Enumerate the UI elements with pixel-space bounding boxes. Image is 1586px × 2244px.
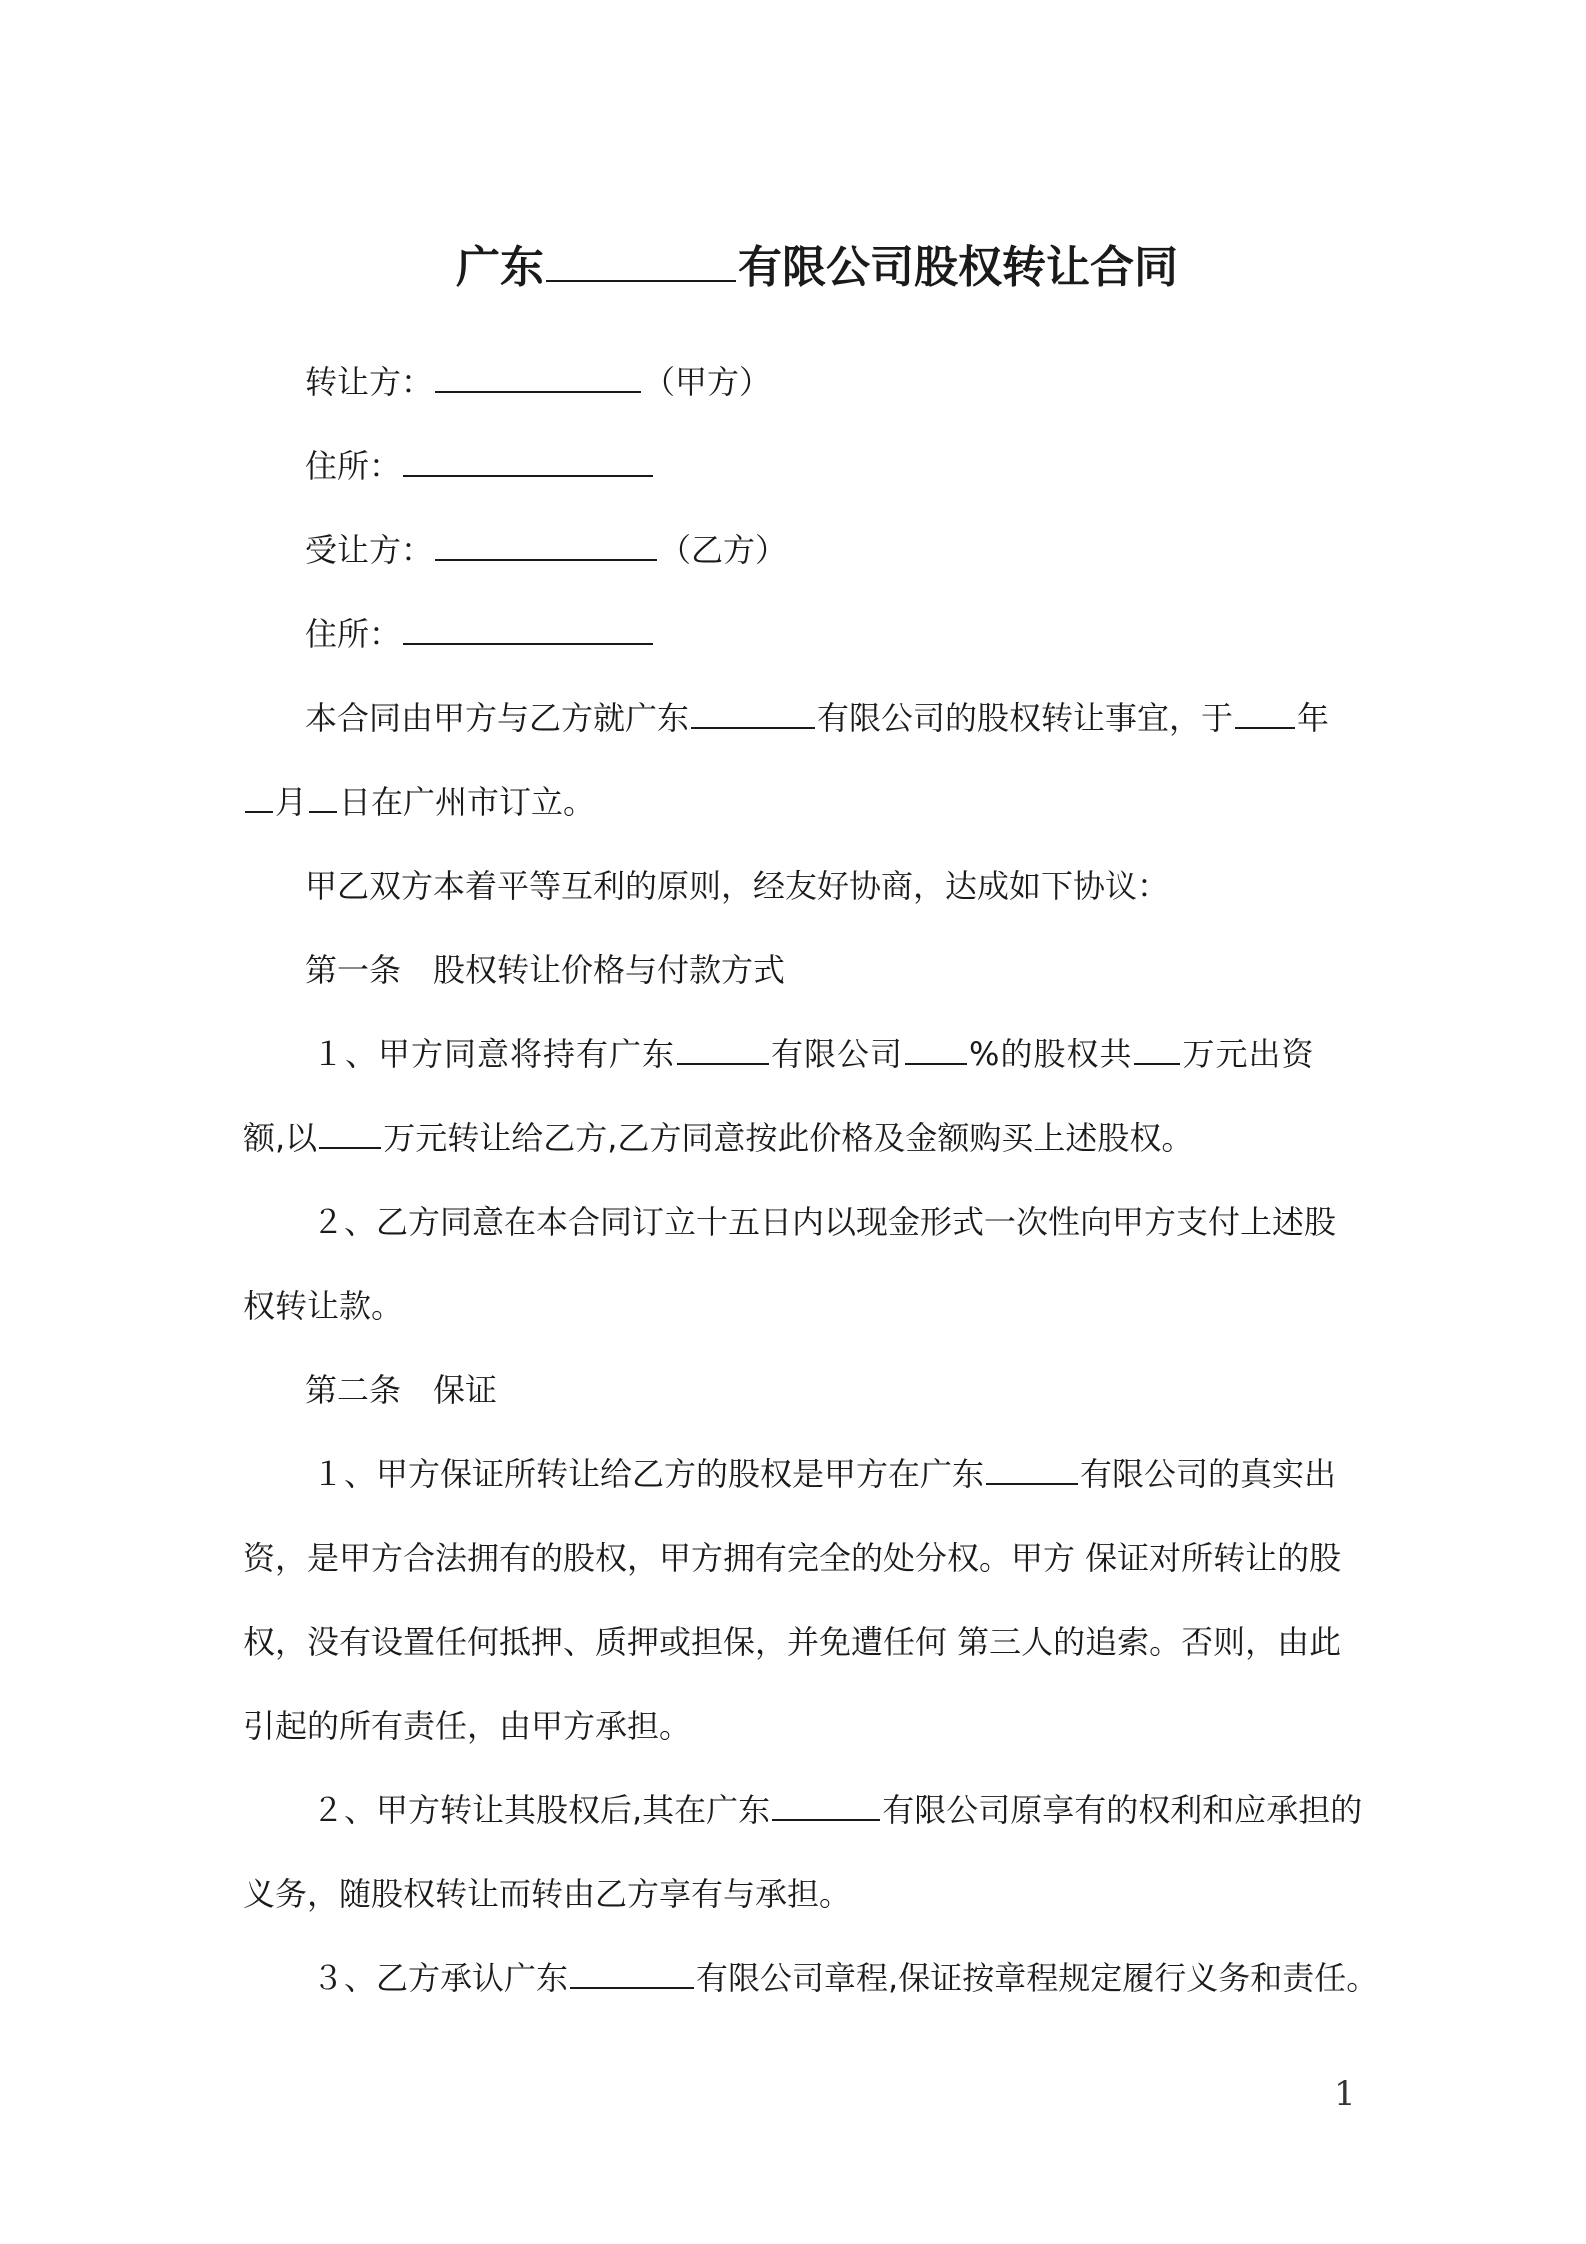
transferor-address-blank [403, 474, 653, 477]
intro-company-blank [691, 726, 815, 729]
address-label: 住所： [305, 447, 402, 485]
intro-month-blank [245, 810, 273, 813]
intro-paragraph-2 [305, 864, 1169, 908]
intro-text-d: 月 [275, 783, 308, 821]
article-1-heading-text: 第一条 股权转让价格与付款方式 [305, 951, 786, 989]
art2-c1-text-e: 引起的所有责任，由甲方承担。 [243, 1707, 692, 1745]
art2-c1-text-d: 权，没有设置任何抵押、质押或担保，并免遭任何 第三人的追索。否则，由此 [243, 1623, 1342, 1661]
article-2-clause-3-line-1 [312, 1956, 1378, 2000]
art1-c2-text-b: 权转让款。 [243, 1287, 404, 1325]
art2-c2-text-a: ２、甲方转让其股权后,其在广东 [312, 1791, 771, 1829]
art2-c3-text-a: ３、乙方承认广东 [312, 1959, 569, 1997]
article-1-clause-2-line-1 [312, 1200, 1336, 1244]
art2-c2-text-c: 义务，随股权转让而转由乙方享有与承担。 [243, 1875, 852, 1913]
transferor-line [305, 360, 771, 404]
art1-c1-text-b: 有限公司 [771, 1035, 904, 1073]
article-2-clause-2-line-2 [243, 1872, 851, 1916]
intro-paragraph-line-2 [243, 780, 595, 824]
art1-c1-price-blank [319, 1146, 381, 1149]
article-1-heading [305, 948, 785, 992]
article-2-clause-2-line-1 [312, 1788, 1362, 1832]
party-a-tag: （甲方） [643, 363, 772, 401]
page-number: 1 [1334, 2074, 1356, 2114]
intro-p2-text: 甲乙双方本着平等互利的原则，经友好协商，达成如下协议： [305, 867, 1170, 905]
intro-year-blank [1235, 726, 1295, 729]
transferor-label: 转让方： [305, 363, 434, 401]
art1-c1-text-f: 万元转让给乙方,乙方同意按此价格及金额购买上述股权。 [383, 1119, 1194, 1157]
intro-text-b: 有限公司的股权转让事宜，于 [817, 699, 1234, 737]
article-1-clause-1-line-1 [312, 1032, 1314, 1076]
transferee-line [305, 528, 787, 572]
art1-c1-text-a: １、甲方同意将持有广东 [312, 1035, 676, 1073]
transferor-address-line [305, 444, 655, 488]
art2-c1-text-a: １、甲方保证所转让给乙方的股权是甲方在广东 [312, 1455, 985, 1493]
article-2-heading [305, 1368, 497, 1412]
art2-c1-text-c: 资，是甲方合法拥有的股权，甲方拥有完全的处分权。甲方 保证对所转让的股 [243, 1539, 1342, 1577]
art2-c1-text-b: 有限公司的真实出 [1080, 1455, 1337, 1493]
art1-c1-text-d: 万元出资 [1182, 1035, 1315, 1073]
transferee-address-line [305, 612, 655, 656]
art1-c1-amount-blank [1134, 1062, 1180, 1065]
article-1-clause-2-line-2 [243, 1284, 403, 1328]
intro-text-c: 年 [1297, 699, 1330, 737]
article-2-clause-1-line-2 [243, 1536, 1341, 1580]
title-prefix: 广东 [456, 242, 544, 293]
address-label-2: 住所： [305, 615, 402, 653]
article-2-clause-1-line-4 [243, 1704, 691, 1748]
transferee-label: 受让方： [305, 531, 434, 569]
article-2-heading-text: 第二条 保证 [305, 1371, 498, 1409]
art2-c3-text-b: 有限公司章程,保证按章程规定履行义务和责任。 [696, 1959, 1379, 1997]
intro-day-blank [309, 810, 337, 813]
art2-c2-company-blank [772, 1818, 880, 1821]
transferee-address-blank [403, 642, 653, 645]
art1-c2-text-a: ２、乙方同意在本合同订立十五日内以现金形式一次性向甲方支付上述股 [312, 1203, 1337, 1241]
article-2-clause-1-line-1 [312, 1452, 1336, 1496]
art1-c1-text-e: 额,以 [243, 1119, 318, 1157]
art2-c2-text-b: 有限公司原享有的权利和应承担的 [882, 1791, 1363, 1829]
party-b-tag: （乙方） [659, 531, 788, 569]
title-suffix: 有限公司股权转让合同 [738, 242, 1178, 293]
art1-c1-company-blank [677, 1062, 769, 1065]
title-company-blank [546, 279, 736, 282]
intro-paragraph-line-1 [305, 696, 1329, 740]
art2-c3-company-blank [570, 1986, 694, 1989]
article-2-clause-1-line-3 [243, 1620, 1341, 1664]
article-1-clause-1-line-2 [243, 1116, 1193, 1160]
art1-c1-percent-blank [905, 1062, 967, 1065]
intro-text-e: 日在广州市订立。 [339, 783, 596, 821]
document-title [456, 238, 1178, 298]
intro-text-a: 本合同由甲方与乙方就广东 [305, 699, 690, 737]
art2-c1-company-blank [986, 1482, 1078, 1485]
art1-c1-text-c: %的股权共 [969, 1035, 1133, 1073]
transferee-name-blank [435, 558, 657, 561]
transferor-name-blank [435, 390, 641, 393]
